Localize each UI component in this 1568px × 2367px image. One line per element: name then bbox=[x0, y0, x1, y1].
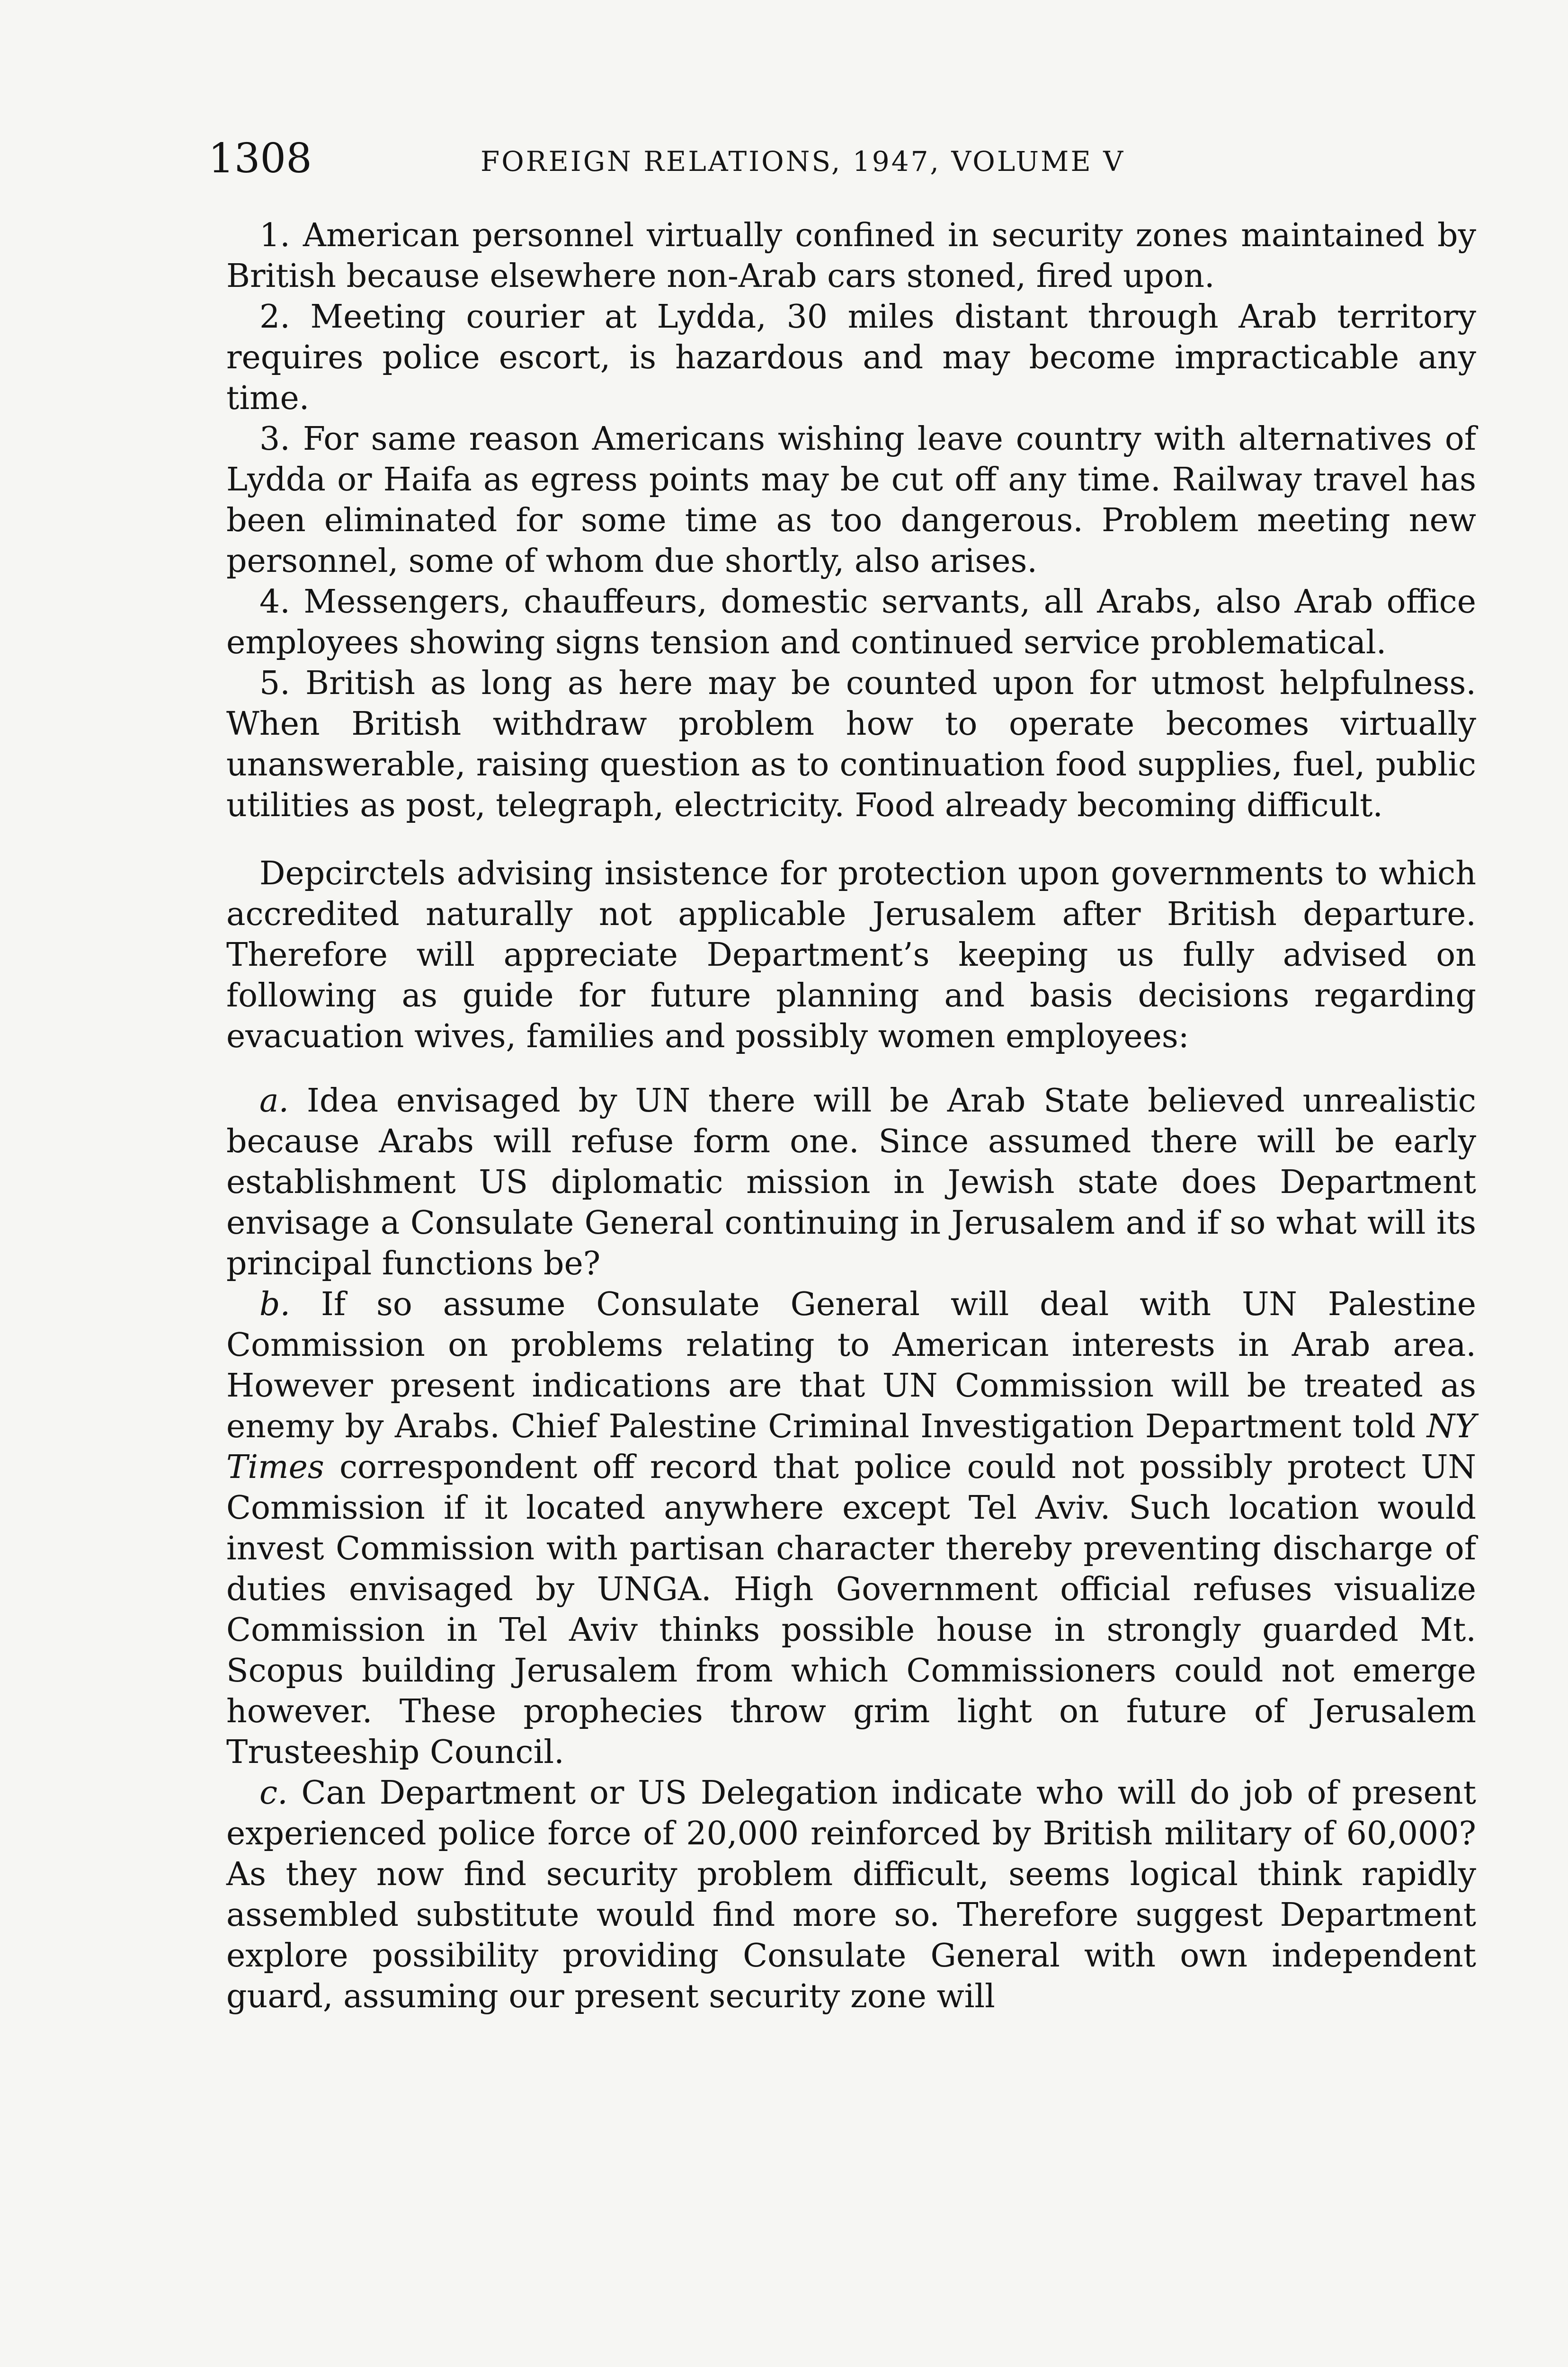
numbered-item-4: 4. Messengers, chauffeurs, domestic servants, all Arabs, also Arab office employees showing signs tension and continued service problematical. bbox=[226, 583, 1476, 661]
lettered-item-b bbox=[226, 1284, 1476, 1773]
item-label: b. bbox=[259, 1286, 291, 1323]
running-head: FOREIGN RELATIONS, 1947, VOLUME V bbox=[481, 145, 1125, 178]
depcirctels-paragraph: Depcirctels advising insistence for protection upon governments to which accredited naturally not applicable Jerusalem after British departure. Therefore will appreciate Department’s keeping us fully advised on following as guide for future planning and basis decisions regarding evacuation wives, families and possibly women employees: bbox=[226, 855, 1476, 1055]
lettered-item-a bbox=[226, 1081, 1476, 1284]
item-text: Can Department or US Delegation indicate who will do job of present experienced police force of 20,000 reinforced by British military of 60,000? As they now find security problem difficult, seems logical think rapidly assembled substitute would find more so. Therefore suggest Department explore possibility providing Consulate General with own independent guard, assuming our present security zone will bbox=[226, 1774, 1476, 2015]
item-label: c. bbox=[259, 1774, 288, 1812]
item-text-continued: correspondent off record that police could not possibly protect UN Commission if it located anywhere except Tel Aviv. Such location would invest Commission with partisan character thereby preventing discharge of duties envisaged by UNGA. High Government official refuses visualize Commission in Tel Aviv thinks possible house in strongly guarded Mt. Scopus building Jerusalem from which Commissioners could not emerge however. These prophecies throw grim light on future of Jerusalem Trusteeship Council. bbox=[226, 1449, 1476, 1771]
page-number: 1308 bbox=[208, 135, 312, 182]
page-header bbox=[208, 135, 1487, 187]
numbered-item-2: 2. Meeting courier at Lydda, 30 miles distant through Arab territory requires police escort, is hazardous and may become impracticable any time. bbox=[226, 298, 1476, 417]
numbered-item-3: 3. For same reason Americans wishing leave country with alternatives of Lydda or Haifa as egress points may be cut off any time. Railway travel has been eliminated for some time as too dangerous. Problem meeting new personnel, some of whom due shortly, also arises. bbox=[226, 420, 1476, 580]
numbered-item-1: 1. American personnel virtually confined in security zones maintained by British because elsewhere non-Arab cars stoned, fired upon. bbox=[226, 217, 1476, 295]
numbered-item-5: 5. British as long as here may be counted upon for utmost helpfulness. When British withdraw problem how to operate becomes virtually unanswerable, raising question as to continuation food supplies, fuel, public utilities as post, telegraph, electricity. Food already becoming difficult. bbox=[226, 665, 1476, 824]
item-text: Idea envisaged by UN there will be Arab State believed unrealistic because Arabs will refuse form one. Since assumed there will be early establishment US diplomatic mission in Jewish state does Department envisage a Consulate General continuing in Jerusalem and if so what will its principal functions be? bbox=[226, 1082, 1476, 1282]
newspaper-title: NY Times bbox=[226, 1408, 1476, 1486]
body-text bbox=[226, 215, 1476, 2017]
item-text: If so assume Consulate General will deal with UN Palestine Commission on problems relating to American interests in Arab area. However present indications are that UN Commission will be treated as enemy by Arabs. Chief Palestine Criminal Investigation Department told bbox=[226, 1286, 1477, 1445]
item-label: a. bbox=[259, 1082, 289, 1120]
lettered-item-c bbox=[226, 1773, 1476, 2017]
